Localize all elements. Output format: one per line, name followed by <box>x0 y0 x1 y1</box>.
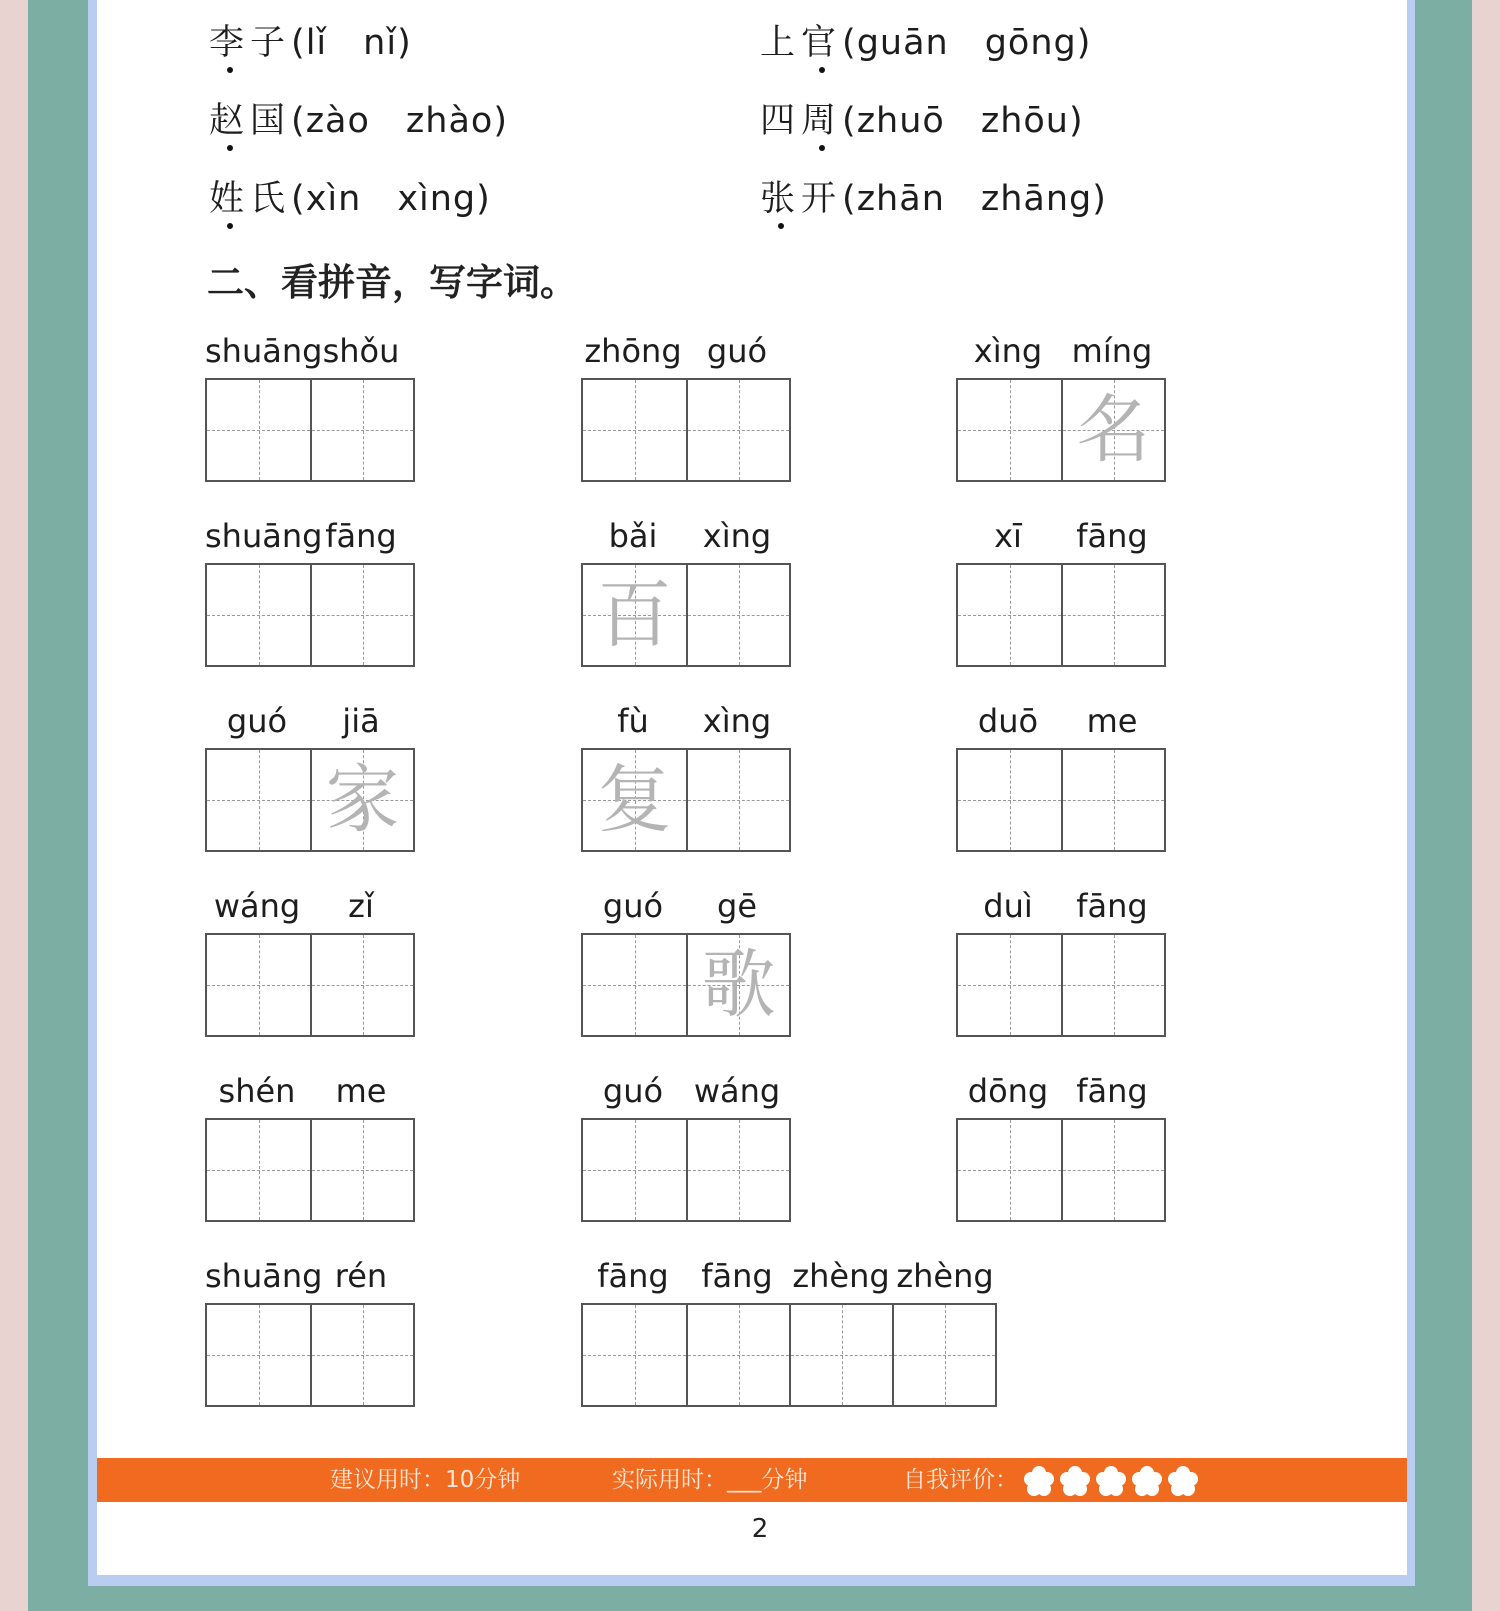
tian-zi-grid <box>581 1118 791 1222</box>
tian-zi-grid <box>581 378 791 482</box>
pinyin-option[interactable]: zhān <box>856 179 945 219</box>
pinyin-label: fāng <box>597 1257 669 1295</box>
writing-cell[interactable] <box>310 1305 413 1405</box>
rating-star-icon[interactable] <box>1132 1466 1162 1496</box>
pinyin-label: rén <box>334 1257 388 1295</box>
writing-cell[interactable] <box>958 750 1061 850</box>
writing-cell[interactable] <box>1061 750 1164 850</box>
pinyin-label: me <box>1086 702 1138 740</box>
writing-cell[interactable] <box>583 1305 686 1405</box>
pinyin-label: shuāng <box>205 332 323 370</box>
pinyin-label: gē <box>717 887 757 925</box>
pinyin-label: xī <box>994 517 1022 555</box>
writing-cell[interactable] <box>207 935 310 1035</box>
pinyin-option[interactable]: nǐ <box>363 23 398 63</box>
pinyin-label: shǒu <box>322 332 400 370</box>
rating-star-icon[interactable] <box>1024 1466 1054 1496</box>
writing-cell[interactable] <box>310 1120 413 1220</box>
dotted-char: 周 <box>801 99 842 143</box>
pinyin-option[interactable]: guān <box>856 23 949 63</box>
choice-item: 上官 (guān gōng) <box>760 21 1091 65</box>
hint-character: 歌 <box>701 942 776 1028</box>
writing-cell[interactable] <box>686 935 789 1035</box>
pinyin-label: duì <box>983 887 1033 925</box>
writing-cell[interactable] <box>1061 1120 1164 1220</box>
tian-zi-grid <box>205 1118 415 1222</box>
pinyin-label: guó <box>602 1072 664 1110</box>
pinyin-label: shuāng <box>205 517 323 555</box>
writing-cell[interactable] <box>207 750 310 850</box>
tian-zi-grid <box>205 378 415 482</box>
pinyin-option[interactable]: zào <box>305 101 370 141</box>
writing-cell[interactable] <box>789 1305 892 1405</box>
hint-character: 复 <box>597 757 672 843</box>
writing-cell[interactable] <box>686 380 789 480</box>
hint-character: 家 <box>325 757 400 843</box>
writing-cell[interactable] <box>310 380 413 480</box>
rating-star-icon[interactable] <box>1096 1466 1126 1496</box>
pinyin-label: wáng <box>213 887 301 925</box>
pinyin-label: duō <box>977 702 1039 740</box>
pinyin-label: fāng <box>701 1257 773 1295</box>
pinyin-option[interactable]: xìng <box>397 179 477 219</box>
tian-zi-grid <box>581 563 791 667</box>
writing-cell[interactable] <box>686 565 789 665</box>
pinyin-label: zhèng <box>792 1257 890 1295</box>
writing-cell[interactable] <box>310 935 413 1035</box>
pinyin-label: zǐ <box>348 887 374 925</box>
pinyin-label: fāng <box>325 517 397 555</box>
writing-cell[interactable] <box>310 750 413 850</box>
tian-zi-grid <box>956 563 1166 667</box>
writing-cell[interactable] <box>686 1305 789 1405</box>
tian-zi-grid <box>581 748 791 852</box>
tian-zi-grid <box>956 1118 1166 1222</box>
tian-zi-grid <box>205 933 415 1037</box>
choice-item: 姓 氏(xìn xìng) <box>209 177 491 221</box>
dotted-char: 李 <box>209 21 250 65</box>
pinyin-label: shén <box>218 1072 296 1110</box>
writing-cell[interactable] <box>207 565 310 665</box>
pinyin-label: bǎi <box>608 517 658 555</box>
dotted-char: 姓 <box>209 177 250 221</box>
writing-cell[interactable] <box>958 935 1061 1035</box>
tian-zi-grid <box>956 378 1166 482</box>
tian-zi-grid <box>956 933 1166 1037</box>
writing-cell[interactable] <box>686 750 789 850</box>
writing-cell[interactable] <box>958 1120 1061 1220</box>
rating-star-icon[interactable] <box>1168 1466 1198 1496</box>
actual-time: 实际用时：___分钟 <box>612 1467 808 1493</box>
writing-cell[interactable] <box>1061 380 1164 480</box>
writing-cell[interactable] <box>958 380 1061 480</box>
pinyin-label: xìng <box>702 702 772 740</box>
writing-cell[interactable] <box>583 1120 686 1220</box>
pinyin-label: guó <box>602 887 664 925</box>
tian-zi-grid <box>956 748 1166 852</box>
pinyin-label: wáng <box>693 1072 781 1110</box>
writing-cell[interactable] <box>207 1305 310 1405</box>
self-eval-label: 自我评价： <box>903 1467 1018 1493</box>
pinyin-label: zhèng <box>896 1257 994 1295</box>
choice-item: 张 开(zhān zhāng) <box>760 177 1107 221</box>
choice-item: 李 子(lǐ nǐ) <box>209 21 412 65</box>
choice-item: 四周 (zhuō zhōu) <box>760 99 1084 143</box>
writing-cell[interactable] <box>207 1120 310 1220</box>
dotted-char: 官 <box>801 21 842 65</box>
section-heading: 二、看拼音，写字词。 <box>207 261 577 304</box>
pinyin-label: me <box>335 1072 387 1110</box>
pinyin-label: xìng <box>973 332 1043 370</box>
pinyin-label: guó <box>706 332 768 370</box>
suggested-time: 建议用时：10分钟 <box>330 1467 521 1493</box>
pinyin-label: shuāng <box>205 1257 323 1295</box>
tian-zi-grid <box>581 933 791 1037</box>
pinyin-option[interactable]: lǐ <box>305 23 328 63</box>
footer-bar <box>97 1458 1407 1502</box>
writing-cell[interactable] <box>958 565 1061 665</box>
pinyin-label: jiā <box>342 702 380 740</box>
dotted-char: 赵 <box>209 99 250 143</box>
writing-cell[interactable] <box>1061 565 1164 665</box>
writing-cell[interactable] <box>310 565 413 665</box>
writing-cell[interactable] <box>583 935 686 1035</box>
writing-cell[interactable] <box>892 1305 995 1405</box>
pinyin-option[interactable]: zhào <box>405 101 494 141</box>
tian-zi-grid <box>581 1303 997 1407</box>
pinyin-label: zhōng <box>584 332 682 370</box>
pinyin-option[interactable]: zhōu <box>980 101 1069 141</box>
self-evaluation <box>903 1458 1198 1502</box>
pinyin-label: xìng <box>702 517 772 555</box>
rating-star-icon[interactable] <box>1060 1466 1090 1496</box>
choice-item: 赵 国(zào zhào) <box>209 99 508 143</box>
writing-cell[interactable] <box>1061 935 1164 1035</box>
pinyin-option[interactable]: zhuō <box>856 101 945 141</box>
hint-character: 百 <box>597 572 672 658</box>
hint-character: 名 <box>1076 387 1151 473</box>
tian-zi-grid <box>205 1303 415 1407</box>
pinyin-option[interactable]: xìn <box>305 179 362 219</box>
writing-cell[interactable] <box>207 380 310 480</box>
dotted-char: 张 <box>760 177 801 221</box>
pinyin-label: fāng <box>1076 1072 1148 1110</box>
pinyin-option[interactable]: gōng <box>984 23 1077 63</box>
pinyin-label: dōng <box>967 1072 1049 1110</box>
writing-cell[interactable] <box>583 565 686 665</box>
writing-cell[interactable] <box>583 380 686 480</box>
tian-zi-grid <box>205 748 415 852</box>
pinyin-label: fù <box>617 702 649 740</box>
tian-zi-grid <box>205 563 415 667</box>
writing-cell[interactable] <box>583 750 686 850</box>
pinyin-label: fāng <box>1076 887 1148 925</box>
writing-cell[interactable] <box>686 1120 789 1220</box>
pinyin-option[interactable]: zhāng <box>980 179 1093 219</box>
pinyin-label: guó <box>226 702 288 740</box>
pinyin-label: míng <box>1071 332 1153 370</box>
pinyin-label: fāng <box>1076 517 1148 555</box>
page-number: 2 <box>751 1514 769 1544</box>
